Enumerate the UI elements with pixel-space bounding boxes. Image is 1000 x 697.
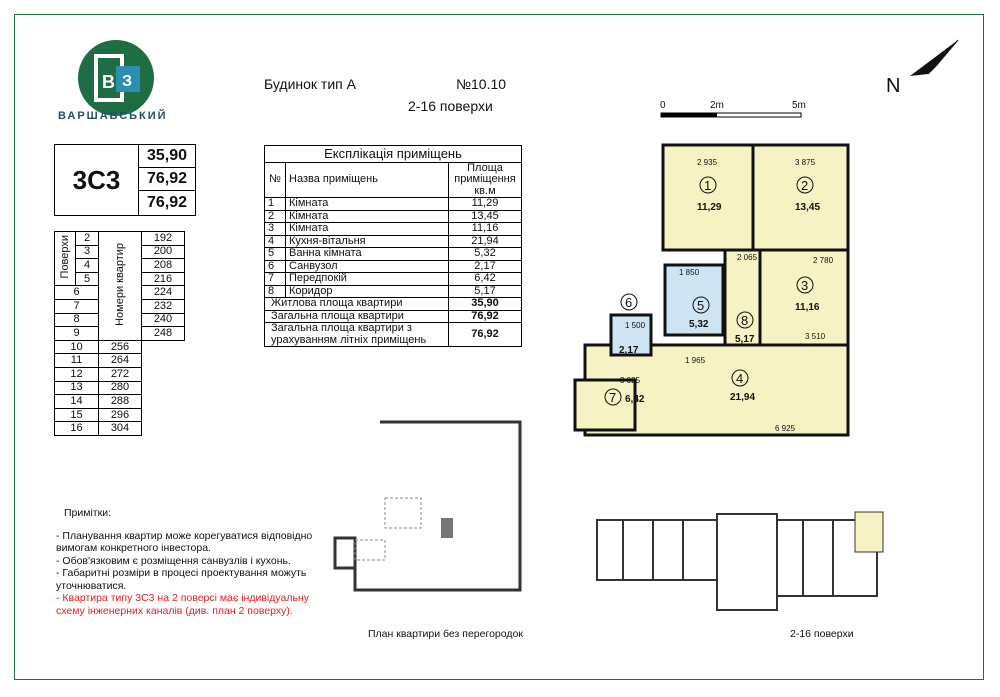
dim-label: 1 965: [685, 356, 706, 365]
apartment-number-cell: 288: [99, 395, 142, 409]
total-value: 76,92: [449, 310, 522, 323]
north-label: N: [886, 75, 901, 96]
explication-row: [265, 223, 522, 236]
room-no: 5: [265, 248, 286, 261]
apartment-number-cell: 200: [142, 245, 185, 259]
floor-number: 13: [55, 381, 99, 395]
total-area: 76,92: [139, 168, 195, 191]
floors-row: [55, 422, 185, 436]
room-no: 8: [265, 285, 286, 298]
floors-row: [55, 340, 185, 354]
room-area: 13,45: [449, 210, 522, 223]
room-area: 11,29: [697, 202, 722, 213]
dim-label: 3 025: [620, 376, 641, 385]
explication-row: [265, 260, 522, 273]
explication-row: [265, 248, 522, 261]
total-label: Загальна площа квартири: [265, 310, 449, 323]
room-area: 5,32: [449, 248, 522, 261]
room-name: Передпокій: [286, 273, 449, 286]
room-number: 6: [625, 295, 633, 310]
dim-label: 1 500: [625, 321, 646, 330]
room-area: 2,17: [449, 260, 522, 273]
scale-label-2m: 2m: [710, 100, 724, 111]
room-number: 2: [801, 178, 809, 193]
dim-label: 2 780: [813, 256, 834, 265]
dim-label: 3 510: [805, 332, 826, 341]
explication-total-row: [265, 310, 522, 323]
dim-label: 2 065: [737, 253, 758, 262]
living-area: 35,90: [139, 145, 195, 168]
dim-label: 1 850: [679, 268, 700, 277]
apartment-number: №10.10: [456, 76, 507, 92]
scale-label-5m: 5m: [792, 100, 806, 111]
scale-ruler: [660, 112, 810, 120]
room-no: 6: [265, 260, 286, 273]
room-number: 3: [801, 278, 809, 293]
apartment-type-box: [54, 144, 196, 216]
room-number: 1: [704, 178, 712, 193]
apartment-number-cell: 232: [142, 299, 185, 313]
floor-number: 11: [55, 354, 99, 368]
room-number: 4: [736, 371, 744, 386]
room-name: Ванна кімната: [286, 248, 449, 261]
room-no: 2: [265, 210, 286, 223]
room-name: Кухня-вітальня: [286, 235, 449, 248]
open-plan-sketch: [325, 418, 525, 600]
floors-row: [55, 395, 185, 409]
room-7-hall: [575, 380, 635, 430]
room-name: Коридор: [286, 285, 449, 298]
apartments-label-cell: [99, 232, 142, 341]
floor-number: 9: [55, 327, 99, 341]
north-arrow-icon: [880, 36, 970, 96]
floor-number: 6: [55, 286, 99, 300]
room-area: 2,17: [619, 345, 639, 356]
apartment-number-cell: 272: [99, 367, 142, 381]
floor-plan-sketch: [593, 510, 885, 614]
floor-number: 5: [76, 272, 99, 286]
explication-row: [265, 285, 522, 298]
scale-label-0: 0: [660, 100, 666, 111]
room-name: Санвузол: [286, 260, 449, 273]
col-number: №: [265, 162, 286, 198]
room-no: 4: [265, 235, 286, 248]
company-logo: [76, 38, 156, 118]
floor-number: 15: [55, 408, 99, 422]
apartment-number-cell: 248: [142, 327, 185, 341]
notes-block: [56, 507, 316, 617]
floors-row: [55, 232, 185, 246]
note-red-item: - Квартира типу 3С3 на 2 поверсі має індивідуальну схему інженерних каналів (див. план 2 поверху).: [56, 592, 310, 617]
room-no: 1: [265, 198, 286, 211]
caption-open-plan: План квартири без перегородок: [368, 628, 523, 640]
room-area: 13,45: [795, 202, 821, 213]
room-name: Кімната: [286, 198, 449, 211]
floor-number: 12: [55, 367, 99, 381]
dim-label: 3 875: [795, 158, 816, 167]
room-area: 11,29: [449, 198, 522, 211]
apartment-number-cell: 280: [99, 381, 142, 395]
floor-number: 3: [76, 245, 99, 259]
explication-row: [265, 198, 522, 211]
room-area: 5,17: [735, 334, 755, 345]
room-number: 7: [609, 390, 617, 405]
room-name: Кімната: [286, 223, 449, 236]
note-item: - Габаритні розміри в процесі проектування можуть уточнюватися.: [56, 567, 307, 592]
total-value: 35,90: [449, 298, 522, 311]
dim-label: 2 935: [697, 158, 718, 167]
explication-row: [265, 235, 522, 248]
apartment-number-cell: 240: [142, 313, 185, 327]
room-area: 11,16: [449, 223, 522, 236]
apartment-type-code: 3С3: [55, 145, 139, 215]
floors-label: Поверхи: [58, 235, 71, 279]
apartments-label: Номери квартир: [113, 242, 126, 326]
room-area: 6,42: [449, 273, 522, 286]
room-number: 5: [697, 298, 705, 313]
floor-number: 16: [55, 422, 99, 436]
room-area: 11,16: [795, 302, 820, 313]
floors-row: [55, 367, 185, 381]
apartment-number-cell: 296: [99, 408, 142, 422]
svg-text:В: В: [102, 72, 115, 92]
apartment-number-cell: 264: [99, 354, 142, 368]
room-area: 21,94: [730, 392, 756, 403]
col-area: Площа приміщення кв.м: [449, 162, 522, 198]
room-number: 8: [741, 313, 749, 328]
apartment-number-cell: 224: [142, 286, 185, 300]
logo-name: ВАРШАВСЬКИЙ: [58, 110, 168, 122]
floors-table: [54, 231, 185, 436]
floors-label-cell: [55, 232, 76, 286]
explication-total-row: [265, 298, 522, 311]
floor-number: 14: [55, 395, 99, 409]
room-area: 5,17: [449, 285, 522, 298]
floors-range: 2-16 поверхи: [408, 98, 493, 114]
explication-total-row: [265, 323, 522, 347]
col-name: Назва приміщень: [286, 162, 449, 198]
room-area: 5,32: [689, 319, 709, 330]
room-no: 7: [265, 273, 286, 286]
room-area: 6,42: [625, 394, 645, 405]
notes-title: Примітки:: [64, 507, 111, 519]
room-8-corridor: [725, 250, 760, 345]
explication-table: [264, 145, 522, 347]
note-item: - Обов'язковим є розміщення санвузлів і кухонь.: [56, 554, 291, 567]
apartment-number-cell: 216: [142, 272, 185, 286]
room-no: 3: [265, 223, 286, 236]
floors-row: [55, 354, 185, 368]
apartment-number-cell: 256: [99, 340, 142, 354]
total-label: Житлова площа квартири: [265, 298, 449, 311]
apartment-plan: [565, 135, 865, 440]
floor-number: 8: [55, 313, 99, 327]
apartment-number-cell: 304: [99, 422, 142, 436]
room-area: 21,94: [449, 235, 522, 248]
note-item: - Планування квартир може корегуватися відповідно вимогам конкретного інвестора.: [56, 529, 313, 554]
room-name: Кімната: [286, 210, 449, 223]
floor-number: 10: [55, 340, 99, 354]
total-value: 76,92: [449, 323, 522, 347]
explication-row: [265, 210, 522, 223]
floors-row: [55, 408, 185, 422]
floor-number: 4: [76, 259, 99, 273]
apartment-number-cell: 208: [142, 259, 185, 273]
floor-number: 2: [76, 232, 99, 246]
explication-title: Експлікація приміщень: [265, 146, 522, 163]
room-3: [760, 250, 848, 345]
explication-row: [265, 273, 522, 286]
total-area-summer: 76,92: [146, 193, 188, 211]
apartment-number-cell: 192: [142, 232, 185, 246]
dim-label: 6 925: [775, 424, 796, 433]
svg-text:З: З: [122, 73, 133, 90]
caption-floor-plan: 2-16 поверхи: [790, 628, 854, 640]
floor-number: 7: [55, 299, 99, 313]
total-label: Загальна площа квартири з урахуванням літніх приміщень: [265, 323, 449, 347]
floors-row: [55, 381, 185, 395]
building-type: Будинок тип А: [264, 76, 356, 92]
